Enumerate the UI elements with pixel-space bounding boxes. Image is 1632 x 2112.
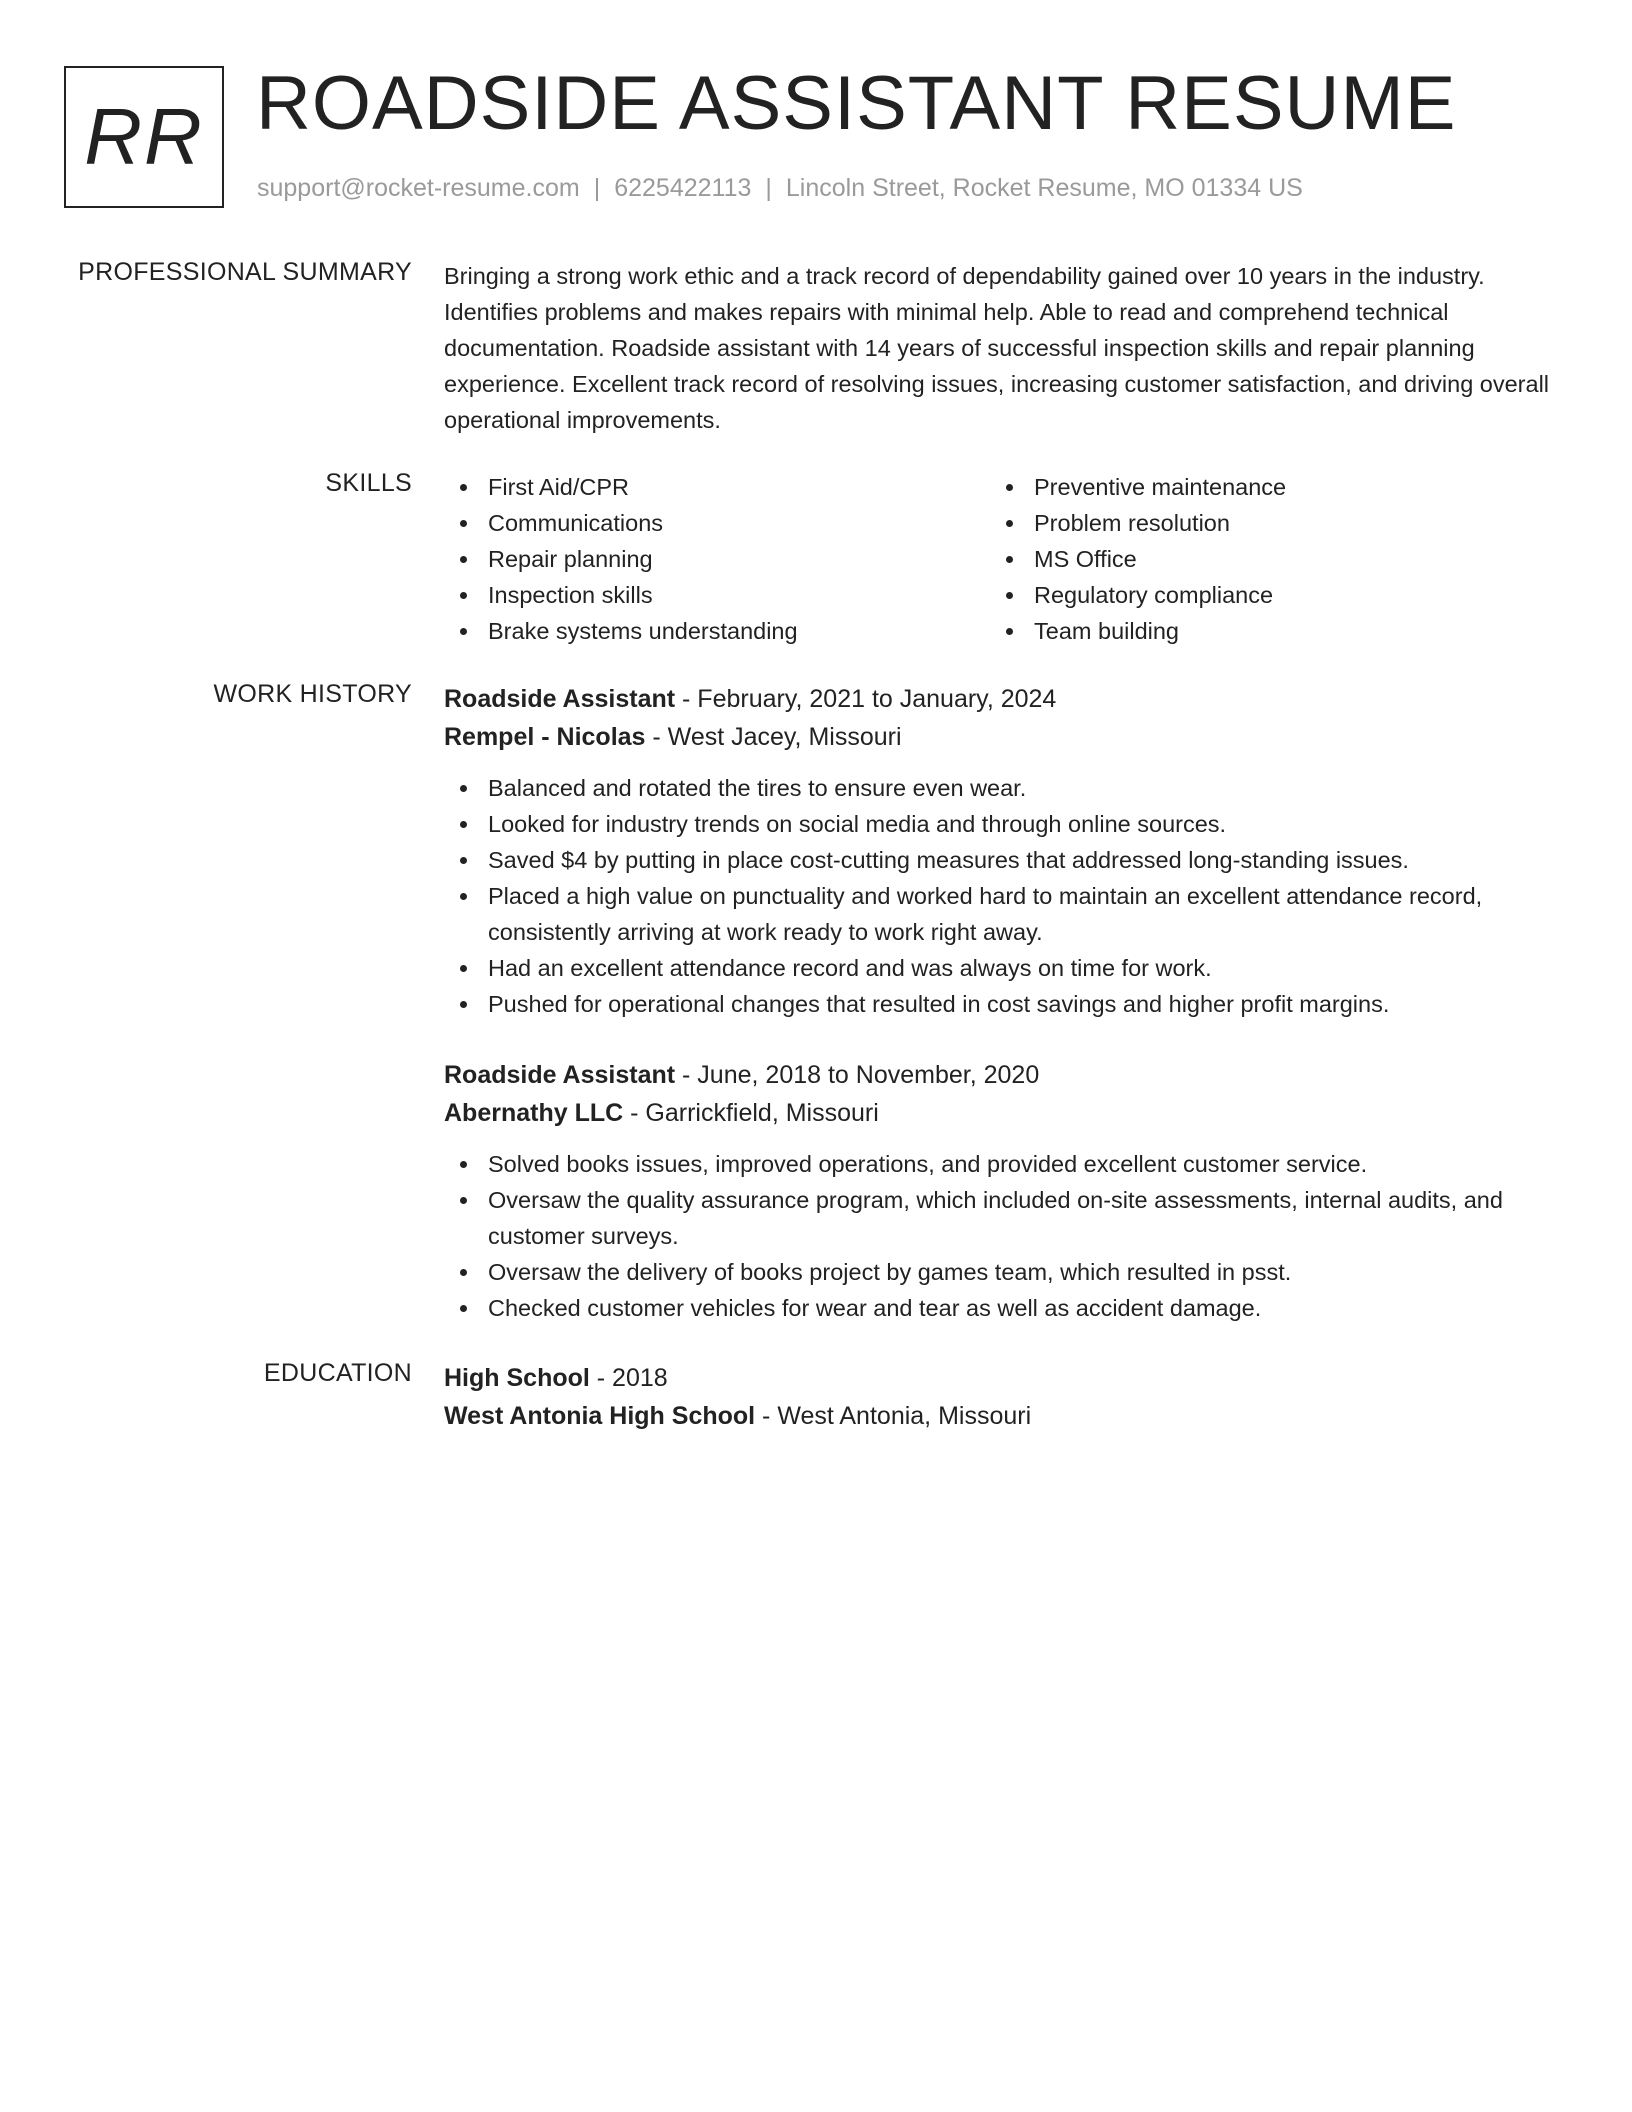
education-school: West Antonia High School — [444, 1402, 756, 1430]
skill-item: Inspection skills — [444, 577, 990, 613]
skills-body — [444, 469, 1564, 649]
job-entry — [444, 680, 1564, 1022]
job-bullet: Pushed for operational changes that resulted in cost savings and higher profit margins. — [444, 986, 1564, 1022]
skills-column-2 — [990, 469, 1536, 649]
skill-item: Brake systems understanding — [444, 613, 990, 649]
job-dates: - February, 2021 to January, 2024 — [675, 685, 1057, 713]
contact-phone: 6225422113 — [614, 174, 752, 202]
education-year: - 2018 — [589, 1364, 668, 1392]
education-body — [444, 1359, 1564, 1435]
job-title: Roadside Assistant — [444, 685, 676, 713]
summary-heading: PROFESSIONAL SUMMARY — [78, 258, 412, 286]
job-location: - West Jacey, Missouri — [645, 723, 902, 751]
skills-heading: SKILLS — [325, 469, 412, 497]
job-bullet: Balanced and rotated the tires to ensure even wear. — [444, 770, 1564, 806]
job-bullet: Checked customer vehicles for wear and tear as well as accident damage. — [444, 1290, 1564, 1326]
skill-item: Preventive maintenance — [990, 469, 1536, 505]
education-school-line — [444, 1397, 1564, 1435]
education-location: - West Antonia, Missouri — [755, 1402, 1032, 1430]
education-degree-line — [444, 1359, 1564, 1397]
job-bullet: Solved books issues, improved operations, and provided excellent customer service. — [444, 1146, 1564, 1182]
resume-title: ROADSIDE ASSISTANT RESUME — [256, 61, 1457, 146]
skill-item: MS Office — [990, 541, 1536, 577]
work-history-body — [444, 680, 1564, 1326]
contact-separator: | — [593, 174, 601, 202]
job-company-line — [444, 1094, 1564, 1132]
job-company-line — [444, 718, 1564, 756]
skill-item: Regulatory compliance — [990, 577, 1536, 613]
job-title-line — [444, 680, 1564, 718]
contact-line — [257, 174, 1303, 203]
education-heading: EDUCATION — [263, 1359, 412, 1387]
job-title-line — [444, 1056, 1564, 1094]
job-entry — [444, 1056, 1564, 1326]
job-dates: - June, 2018 to November, 2020 — [675, 1061, 1040, 1089]
job-bullet: Placed a high value on punctuality and worked hard to maintain an excellent attendance record, consistently arriving at work ready to work right away. — [444, 878, 1564, 950]
contact-address: Lincoln Street, Rocket Resume, MO 01334 US — [785, 174, 1303, 202]
contact-email: support@rocket-resume.com — [257, 174, 580, 202]
skill-item: First Aid/CPR — [444, 469, 990, 505]
skill-item: Communications — [444, 505, 990, 541]
skills-column-1 — [444, 469, 990, 649]
job-bullet: Looked for industry trends on social media and through online sources. — [444, 806, 1564, 842]
skill-item: Repair planning — [444, 541, 990, 577]
skill-item: Problem resolution — [990, 505, 1536, 541]
job-bullets — [444, 770, 1564, 1022]
monogram-logo: RR — [64, 66, 224, 208]
contact-separator: | — [765, 174, 772, 202]
summary-text: Bringing a strong work ethic and a track record of dependability gained over 10 years in the industry. Identifies problems and makes repairs with minimal help. Able to read and comprehend technical documentation. Roadside assistant with 14 years of successful inspection skills and repair planning experience. Excellent track record of resolving issues, increasing customer satisfaction, and driving overall operational improvements. — [444, 263, 1550, 433]
job-company: Abernathy LLC — [444, 1099, 624, 1127]
job-bullet: Had an excellent attendance record and was always on time for work. — [444, 950, 1564, 986]
education-degree: High School — [444, 1364, 590, 1392]
work-history-heading: WORK HISTORY — [213, 680, 412, 708]
job-location: - Garrickfield, Missouri — [623, 1099, 879, 1127]
job-bullet: Saved $4 by putting in place cost-cutting measures that addressed long-standing issues. — [444, 842, 1564, 878]
summary-body — [444, 258, 1564, 438]
job-bullet: Oversaw the quality assurance program, which included on-site assessments, internal audits, and customer surveys. — [444, 1182, 1564, 1254]
job-company: Rempel - Nicolas — [444, 723, 646, 751]
resume-header — [64, 61, 1568, 210]
job-bullet: Oversaw the delivery of books project by games team, which resulted in psst. — [444, 1254, 1564, 1290]
job-title: Roadside Assistant — [444, 1061, 676, 1089]
skill-item: Team building — [990, 613, 1536, 649]
job-bullets — [444, 1146, 1564, 1326]
